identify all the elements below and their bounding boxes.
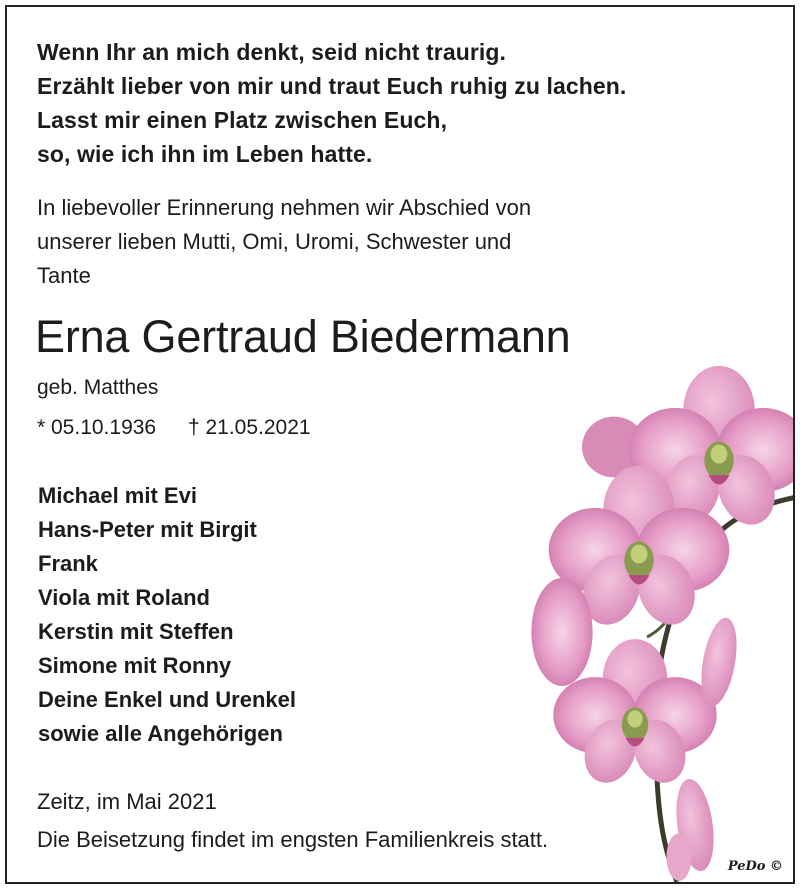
intro-line: unserer lieben Mutti, Omi, Uromi, Schwester und [37, 229, 512, 254]
life-dates [37, 413, 311, 443]
mourner-item: Viola mit Roland [38, 585, 210, 610]
intro-line: In liebevoller Erinnerung nehmen wir Abschied von [37, 195, 532, 220]
intro-text [37, 191, 677, 293]
verse-line: Lasst mir einen Platz zwischen Euch, [37, 107, 448, 133]
mourner-item: Frank [38, 551, 98, 576]
verse-line: Erzählt lieber von mir und traut Euch ruhig zu lachen. [37, 73, 627, 99]
birth-date: * 05.10.1936 [37, 416, 157, 439]
mourner-item: Hans-Peter mit Birgit [38, 517, 257, 542]
place-date: Zeitz, im Mai 2021 [37, 789, 217, 814]
memorial-verse [37, 35, 626, 171]
mourner-item: Simone mit Ronny [38, 653, 232, 678]
deceased-name: Erna Gertraud Biedermann [35, 311, 571, 362]
obituary-card [5, 5, 795, 884]
funeral-note: Die Beisetzung findet im engsten Familienkreis statt. [37, 827, 549, 852]
orchid-branch-icon [507, 357, 795, 882]
intro-line: Tante [37, 263, 91, 288]
mourner-item: Kerstin mit Steffen [38, 619, 234, 644]
verse-line: so, wie ich ihn im Leben hatte. [37, 141, 373, 167]
death-date: † 21.05.2021 [187, 416, 311, 439]
mourner-item: Deine Enkel und Urenkel [38, 687, 296, 712]
maiden-name: geb. Matthes [37, 376, 159, 399]
mourner-item: Michael mit Evi [38, 483, 197, 508]
mourner-item: sowie alle Angehörigen [38, 721, 283, 746]
verse-line: Wenn Ihr an mich denkt, seid nicht traurig. [37, 39, 507, 65]
mourners-list [38, 479, 296, 751]
artist-signature: PeDo © [727, 859, 783, 874]
